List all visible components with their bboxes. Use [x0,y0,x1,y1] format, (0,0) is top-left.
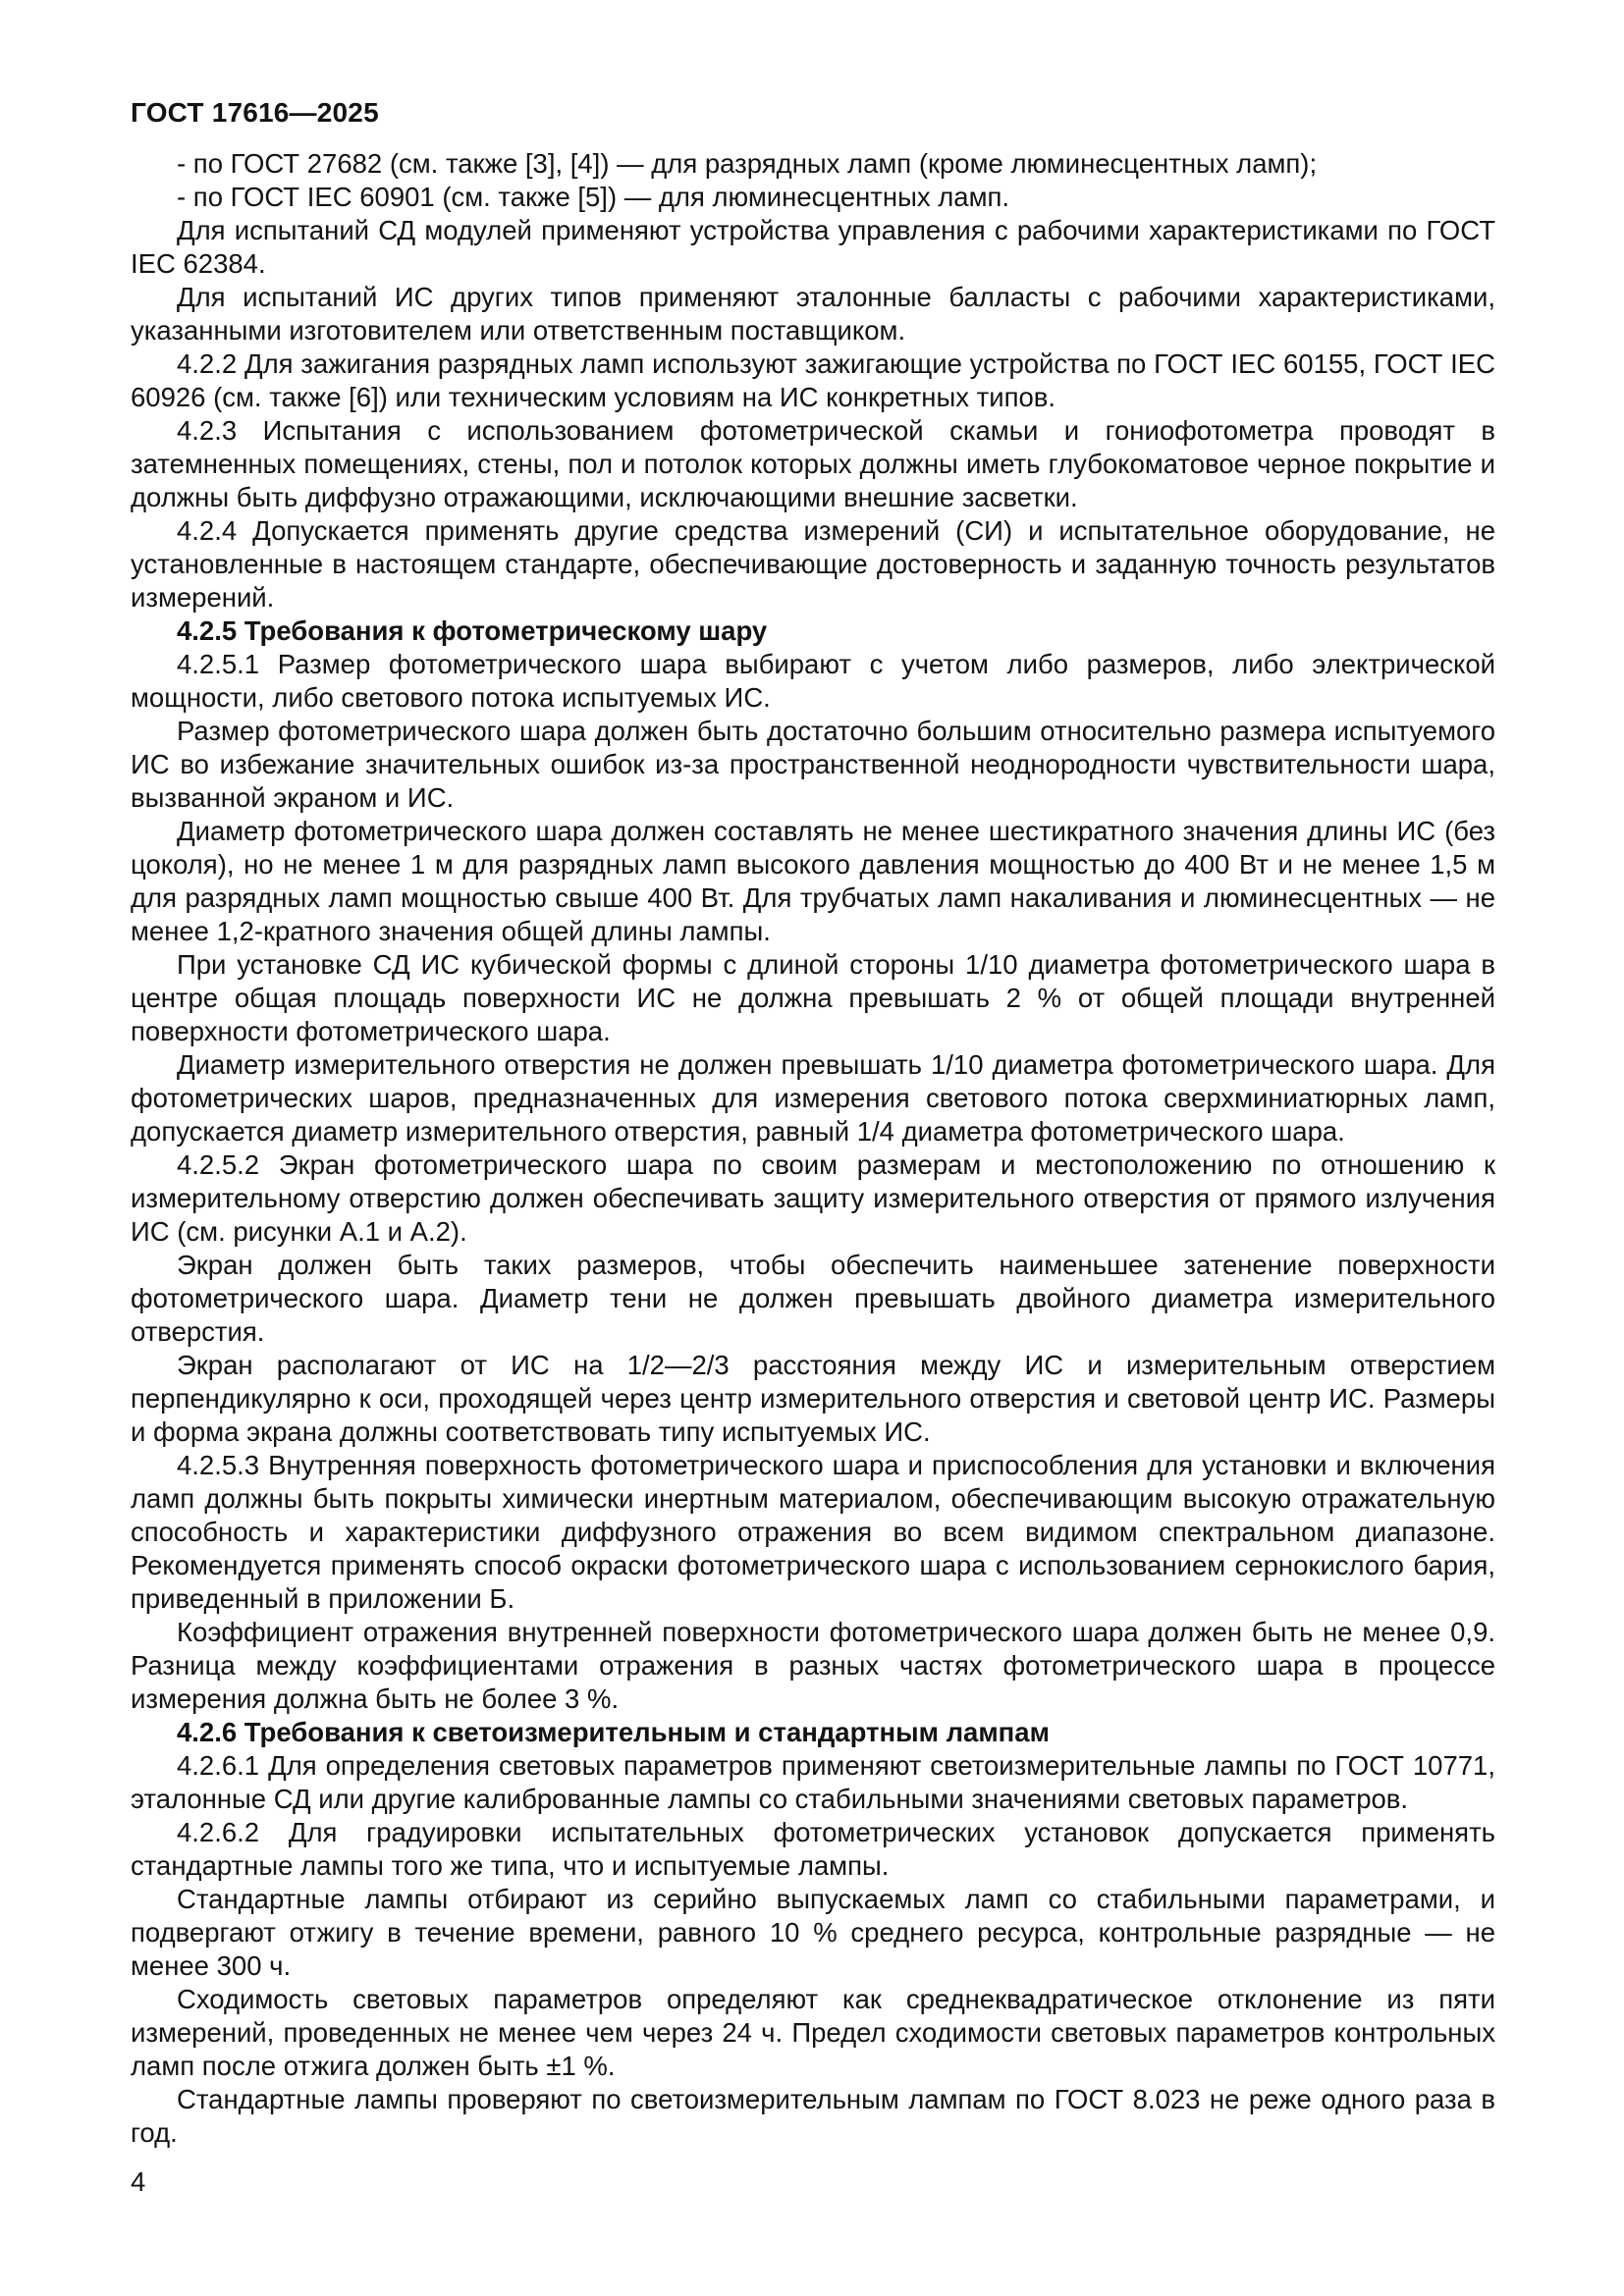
paragraph: Сходимость световых параметров определяют как среднеквадратическое отклонение из пяти измерений, проведенных не менее чем через 24 ч. Предел сходимости световых параметров контрольных ламп после отжига должен быть ±1 %. [131,1984,1495,2081]
paragraph: 4.2.4 Допускается применять другие средства измерений (СИ) и испытательное оборудование, не установленные в настоящем стандарте, обеспечивающие достоверность и заданную точность результатов измерений. [131,515,1495,613]
paragraph: Для испытаний ИС других типов применяют эталонные балласты с рабочими характеристиками, указанными изготовителем или ответственным поставщиком. [131,282,1495,346]
paragraph: Размер фотометрического шара должен быть достаточно большим относительно размера испытуемого ИС во избежание значительных ошибок из-за пространственной неоднородности чувствительности шара, вызванной экраном и ИС. [131,716,1495,813]
paragraph: 4.2.3 Испытания с использованием фотометрической скамьи и гониофотометра проводят в затемненных помещениях, стены, пол и потолок которых должны иметь глубокоматовое черное покрытие и должны быть диффузно отражающими, исключающими внешние засветки. [131,415,1495,512]
document-number: ГОСТ 17616—2025 [131,97,379,128]
paragraph: При установке СД ИС кубической формы с длиной стороны 1/10 диаметра фотометрического шара в центре общая площадь поверхности ИС не должна превышать 2 % от общей площади внутренней поверхности фотометрического шара. [131,949,1495,1046]
paragraph: Диаметр фотометрического шара должен составлять не менее шестикратного значения длины ИС (без цоколя), но не менее 1 м для разрядных ламп высокого давления мощностью до 400 Вт и не менее 1,5 м для разрядных ламп мощностью свыше 400 Вт. Для трубчатых ламп накаливания и люминесцентных — не менее 1,2-кратного значения общей длины лампы. [131,816,1495,946]
document-body [131,147,1495,2150]
paragraph: 4.2.6.1 Для определения световых параметров применяют светоизмерительные лампы по ГОСТ 10771, эталонные СД или другие калиброванные лампы со стабильными значениями световых параметров. [131,1750,1495,1814]
page-footer [131,2165,145,2199]
running-header [131,96,1495,130]
paragraph: 4.2.2 Для зажигания разрядных ламп используют зажигающие устройства по ГОСТ IEC 60155, ГОСТ IEC 60926 (см. также [6]) или техническим условиям на ИС конкретных типов. [131,348,1495,412]
paragraph: 4.2.5.3 Внутренняя поверхность фотометрического шара и приспособления для установки и включения ламп должны быть покрыты химически инертным материалом, обеспечивающим высокую отражательную способность и характеристики диффузного отражения во всем видимом спектральном диапазоне. Рекомендуется применять способ окраски фотометрического шара с использованием сернокислого бария, приведенный в приложении Б. [131,1450,1495,1614]
paragraph: Для испытаний СД модулей применяют устройства управления с рабочими характеристиками по ГОСТ IEC 62384. [131,215,1495,279]
paragraph: Стандартные лампы проверяют по светоизмерительным лампам по ГОСТ 8.023 не реже одного раза в год. [131,2084,1495,2148]
section-heading: 4.2.6 Требования к светоизмерительным и стандартным лампам [177,1717,1050,1747]
paragraph: 4.2.5.1 Размер фотометрического шара выбирают с учетом либо размеров, либо электрической мощности, либо светового потока испытуемых ИС. [131,649,1495,713]
page-number: 4 [131,2166,146,2197]
section-heading: 4.2.5 Требования к фотометрическому шару [177,615,768,646]
paragraph: - по ГОСТ 27682 (см. также [3], [4]) — для разрядных ламп (кроме люминесцентных ламп); [177,148,1318,179]
paragraph: - по ГОСТ IEC 60901 (см. также [5]) — для люминесцентных ламп. [177,182,1010,212]
paragraph: Коэффициент отражения внутренней поверхности фотометрического шара должен быть не менее 0,9. Разница между коэффициентами отражения в разных частях фотометрического шара в процессе измерения должна быть не более 3 %. [131,1617,1495,1714]
paragraph: Экран располагают от ИС на 1/2—2/3 расстояния между ИС и измерительным отверстием перпендикулярно к оси, проходящей через центр измерительного отверстия и световой центр ИС. Размеры и форма экрана должны соответствовать типу испытуемых ИС. [131,1350,1495,1447]
paragraph: Стандартные лампы отбирают из серийно выпускаемых ламп со стабильными параметрами, и подвергают отжигу в течение времени, равного 10 % среднего ресурса, контрольные разрядные — не менее 300 ч. [131,1884,1495,1981]
paragraph: Диаметр измерительного отверстия не должен превышать 1/10 диаметра фотометрического шара. Для фотометрических шаров, предназначенных для измерения светового потока сверхминиатюрных ламп, допускается диаметр измерительного отверстия, равный 1/4 диаметра фотометрического шара. [131,1049,1495,1147]
paragraph: 4.2.5.2 Экран фотометрического шара по своим размерам и местоположению по отношению к измерительному отверстию должен обеспечивать защиту измерительного отверстия от прямого излучения ИС (см. рисунки А.1 и А.2). [131,1149,1495,1247]
paragraph: Экран должен быть таких размеров, чтобы обеспечить наименьшее затенение поверхности фотометрического шара. Диаметр тени не должен превышать двойного диаметра измерительного отверстия. [131,1250,1495,1347]
paragraph: 4.2.6.2 Для градуировки испытательных фотометрических установок допускается применять стандартные лампы того же типа, что и испытуемые лампы. [131,1817,1495,1881]
